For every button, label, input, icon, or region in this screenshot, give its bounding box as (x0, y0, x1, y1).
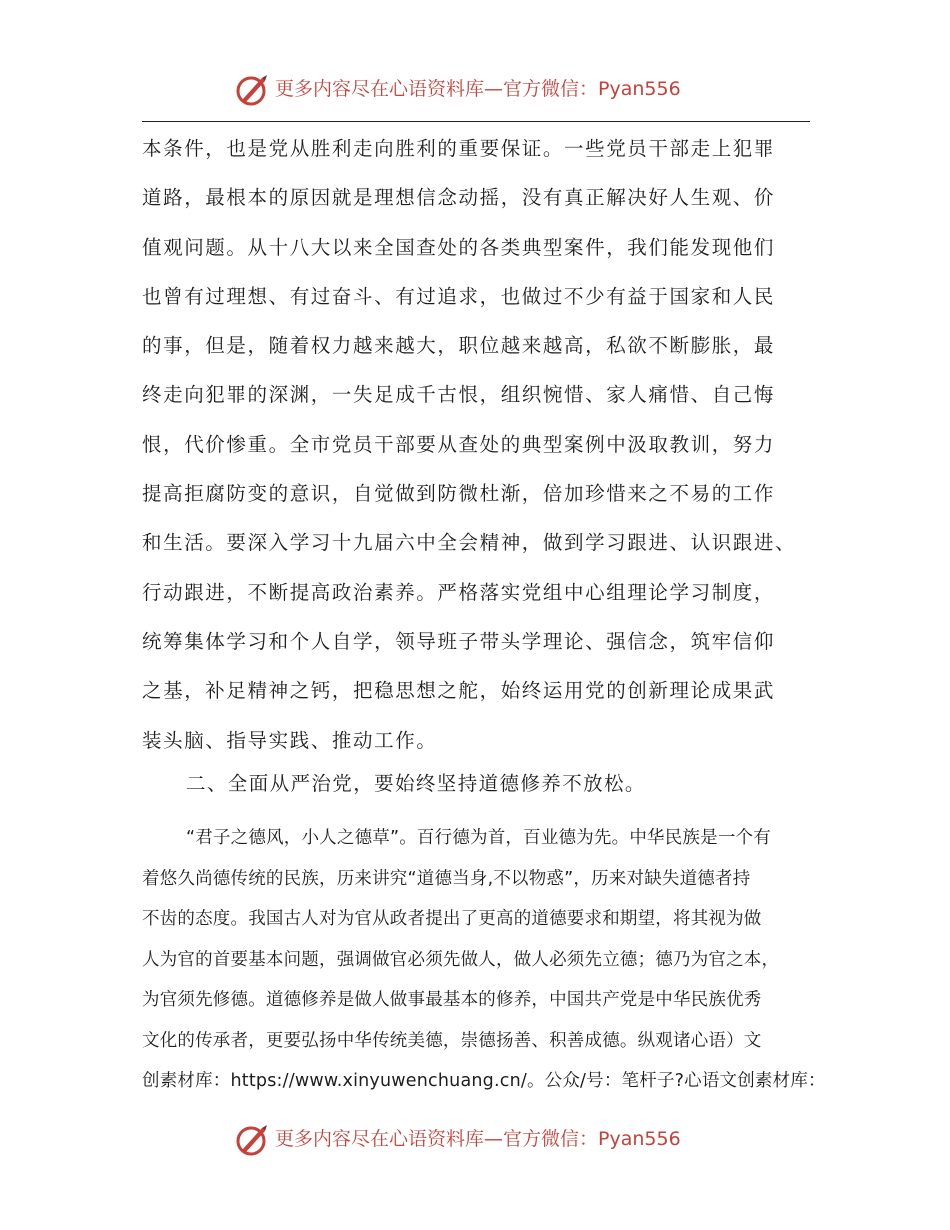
body-line: 本条件，也是党从胜利走向胜利的重要保证。一些党员干部走上犯罪 (142, 137, 776, 160)
header-divider (142, 121, 810, 122)
paragraph-line: 不齿的态度。我国古人对为官从政者提出了更高的道德要求和期望，将其视为做 (142, 909, 762, 929)
body-line: 也曾有过理想、有过奋斗、有过追求，也做过不少有益于国家和人民 (142, 284, 776, 308)
banner-wechat-id: Pyan556 (598, 78, 681, 100)
header-banner (0, 68, 950, 112)
body-line: 道路，最根本的原因就是理想信念动摇，没有真正解决好人生观、价 (142, 186, 776, 210)
body-line: 终走向犯罪的深渊，一失足成千古恨，组织惋惜、家人痛惜、自己悔 (142, 383, 776, 407)
body-line: 和生活。要深入学习十九届六中全会精神，做到学习跟进、认识跟进、 (142, 531, 797, 555)
body-line: 的事，但是，随着权力越来越大，职位越来越高，私欲不断膨胀，最 (142, 334, 776, 358)
banner-wechat-id: Pyan556 (598, 1128, 681, 1150)
quill-logo-icon (234, 72, 270, 108)
banner-label: 更多内容尽在心语资料库—官方微信： (275, 1128, 599, 1150)
section-heading: 二、全面从严治党，要始终坚持道德修养不放松。 (186, 772, 646, 795)
body-line: 之基，补足精神之钙，把稳思想之舵，始终运用党的创新理论成果武 (142, 679, 776, 703)
banner-text (275, 76, 681, 102)
footer-banner (0, 1118, 950, 1162)
banner-label: 更多内容尽在心语资料库—官方微信： (275, 78, 599, 100)
paragraph-line: “君子之德风，小人之德草”。百行德为首，百业德为先。中华民族是一个有 (186, 828, 771, 848)
body-line: 值观问题。从十八大以来全国查处的各类典型案件，我们能发现他们 (142, 235, 776, 259)
banner-text (275, 1126, 681, 1152)
body-text (142, 124, 822, 765)
paragraph-line: 人为官的首要基本问题，强调做官必须先做人，做人必须先立德；德乃为官之本， (142, 949, 780, 970)
paragraph-line: 文化的传承者，更要弘扬中华传统美德，崇德扬善、积善成德。纵观诸心语）文 (142, 1030, 762, 1051)
paragraph-2 (142, 818, 826, 1102)
paragraph-line: 创素材库：https://www.xinyuwenchuang.cn/。公众/号：笔杆子?心语文创素材库： (142, 1071, 826, 1091)
paragraph-line: 着悠久尚德传统的民族，历来讲究“道德当身,不以物惑”，历来对缺失道德者持 (142, 868, 751, 889)
body-line: 恨，代价惨重。全市党员干部要从查处的典型案例中汲取教训，努力 (142, 432, 776, 456)
body-line: 统筹集体学习和个人自学，领导班子带头学理论、强信念，筑牢信仰 (142, 629, 776, 653)
paragraph-line: 为官须先修德。道德修养是做人做事最基本的修养，中国共产党是中华民族优秀 (142, 990, 762, 1010)
body-line: 行动跟进，不断提高政治素养。严格落实党组中心组理论学习制度， (142, 580, 776, 604)
quill-logo-icon (234, 1122, 270, 1158)
body-line: 提高拒腐防变的意识，自觉做到防微杜渐，倍加珍惜来之不易的工作 (142, 482, 776, 506)
body-line: 装头脑、指导实践、推动工作。 (142, 728, 438, 752)
